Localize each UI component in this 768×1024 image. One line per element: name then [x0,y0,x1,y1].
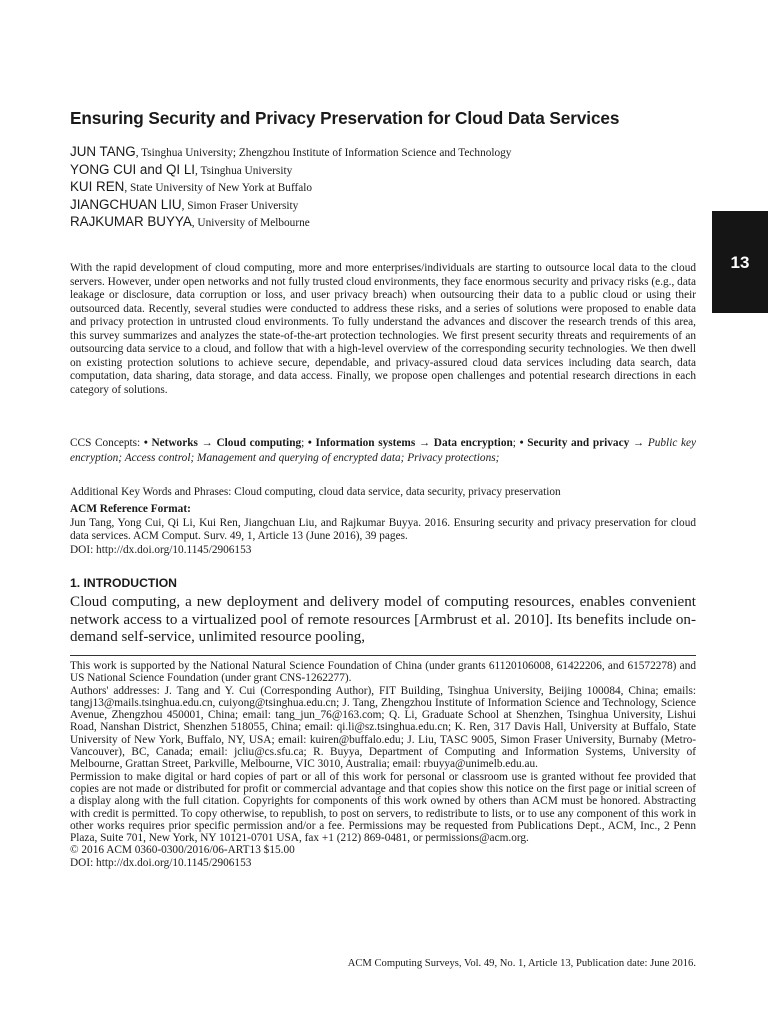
author-line [70,179,696,197]
author-affiliation: , Simon Fraser University [181,199,299,212]
author-name: KUI REN [70,179,125,194]
ccs-bullet: • [143,437,148,449]
author-affiliation: , Tsinghua University [195,164,293,177]
ccs-bullet: • [519,437,524,449]
acm-reference-heading: ACM Reference Format: [70,503,191,515]
footnotes [70,660,696,869]
author-affiliation: , University of Melbourne [191,217,310,229]
paper-title: Ensuring Security and Privacy Preservation for Cloud Data Services [70,108,620,128]
author-affiliation: , State University of New York at Buffalo [124,182,313,194]
abstract: With the rapid development of cloud computing, more and more enterprises/individuals are starting to outsource local data to the cloud servers. However, under open networks and not fully trusted cloud environments, they face enormous security and privacy risks (e.g., data leakage or disclosure, data corruption or loss, and user privacy breach) when outsourcing their data to a public cloud or using their outsourced data. Recently, several studies were conducted to address these risks, and a series of solutions were proposed to enable data and privacy protection in untrusted cloud environments. To fully understand the advances and discover the research trends of this area, this survey summarizes and analyzes the state-of-the-art protection technologies. We first present security threats and requirements of an outsourcing data service to a cloud, and follow that with a high-level overview of the corresponding security technologies. We then dwell on existing protection solutions to achieve secure, dependable, and privacy-assured cloud data services including data search, data computation, data sharing, data storage, and data access. Finally, we propose open challenges and potential research directions in each category of solutions. [70,262,696,396]
section-heading: 1. INTRODUCTION [70,576,177,590]
funding-note: This work is supported by the National Natural Science Foundation of China (under grants 61120106008, 61422206, and 61572278) and US National Science Foundation (under grant CNS-1262277). [70,660,696,685]
author-name: JUN TANG [70,144,136,159]
ccs-concept: Information systems → Data encryption [315,437,513,449]
ccs-bullet: • [307,437,312,449]
ccs-subconcepts: Public key encryption; Access control; Management and querying of encrypted data; Privacy protections; [70,437,697,464]
author-name: JIANGCHUAN LIU [70,196,182,212]
ccs-concept: Networks → Cloud computing [151,437,302,449]
ccs-concept: Security and privacy → [527,437,645,449]
author-list [70,144,696,232]
acm-reference-text: Jun Tang, Yong Cui, Qi Li, Kui Ren, Jiangchuan Liu, and Rajkumar Buyya. 2016. Ensuring security and privacy preservation for cloud data services. ACM Comput. Surv. 49, 1, Article 13 (June 2016), 39 pages. [70,516,696,542]
author-name: RAJKUMAR BUYYA [70,214,192,229]
author-line [70,162,696,180]
acm-reference [70,503,696,557]
footnote-doi: DOI: http://dx.doi.org/10.1145/2906153 [70,856,252,869]
author-line [70,197,696,215]
author-line [70,144,696,162]
author-line [70,214,696,232]
copyright-notice: © 2016 ACM 0360-0300/2016/06-ART13 $15.00 [70,844,295,857]
footnote-divider [70,655,696,656]
acm-reference-doi: DOI: http://dx.doi.org/10.1145/2906153 [70,543,252,556]
intro-paragraph: Cloud computing, a new deployment and delivery model of computing resources, enables convenient network access to a virtualized pool of remote resources [Armbrust et al. 2010]. Its benefits include on-demand self-service, unlimited resource pooling, [70,594,696,646]
author-affiliation: , Tsinghua University; Zhengzhou Institute of Information Science and Technology [135,147,512,159]
author-addresses: Authors' addresses: J. Tang and Y. Cui (Corresponding Author), FIT Building, Tsinghua University, Beijing 100084, China; emails: tangj13@mails.tsinghua.edu.cn, cuiyong@tsinghua.edu.cn; J. Tang, Zhengzhou Institute of Information Science and Technology, Science Avenue, Zhengzhou 450001, China; email: tang_jun_76@163.com; Q. Li, Graduate School at Shenzhen, Tsinghua University, Lishui Road, Nanshan District, Shenzhen 518055, China; email: qi.li@sz.tsinghua.edu.cn; K. Ren, 317 Davis Hall, University at Buffalo, State University of New York, Buffalo, NY, USA; email: kuiren@buffalo.edu; J. Liu, TASC 9005, Simon Fraser University, Burnaby (Metro-Vancouver), BC, Canada; email: jcliu@cs.sfu.ca; R. Buyya, Department of Computing and Information Systems, University of Melbourne, Grattan Street, Parkville, Melbourne, VIC 3010, Australia; email: rbuyya@unimelb.edu.au. [70,684,696,771]
keywords: Additional Key Words and Phrases: Cloud computing, cloud data service, data security, privacy preservation [70,486,561,498]
permission-notice: Permission to make digital or hard copies of part or all of this work for personal or classroom use is granted without fee provided that copies are not made or distributed for profit or commercial advantage and that copies show this notice on the first page or initial screen of a display along with the full citation. Copyrights for components of this work owned by others than ACM must be honored. Abstracting with credit is permitted. To copy otherwise, to republish, to post on servers, to redistribute to lists, or to use any component of this work in other works requires prior specific permission and/or a fee. Permissions may be requested from Publications Dept., ACM, Inc., 2 Penn Plaza, Suite 701, New York, NY 10121-0701 USA, fax +1 (212) 869-0481, or permissions@acm.org. [70,770,696,845]
ccs-label: CCS Concepts: [70,437,144,449]
ccs-concepts: CCS Concepts: • Networks → Cloud computing; • Information systems → Data encryption; • Security and privacy → Public key encryption; Access control; Management and querying of encrypted data; Privacy protections; [70,437,697,464]
author-name: YONG CUI and QI LI [70,161,196,177]
journal-footer: ACM Computing Surveys, Vol. 49, No. 1, Article 13, Publication date: June 2016. [347,958,696,969]
article-number-tab: 13 [712,211,768,313]
